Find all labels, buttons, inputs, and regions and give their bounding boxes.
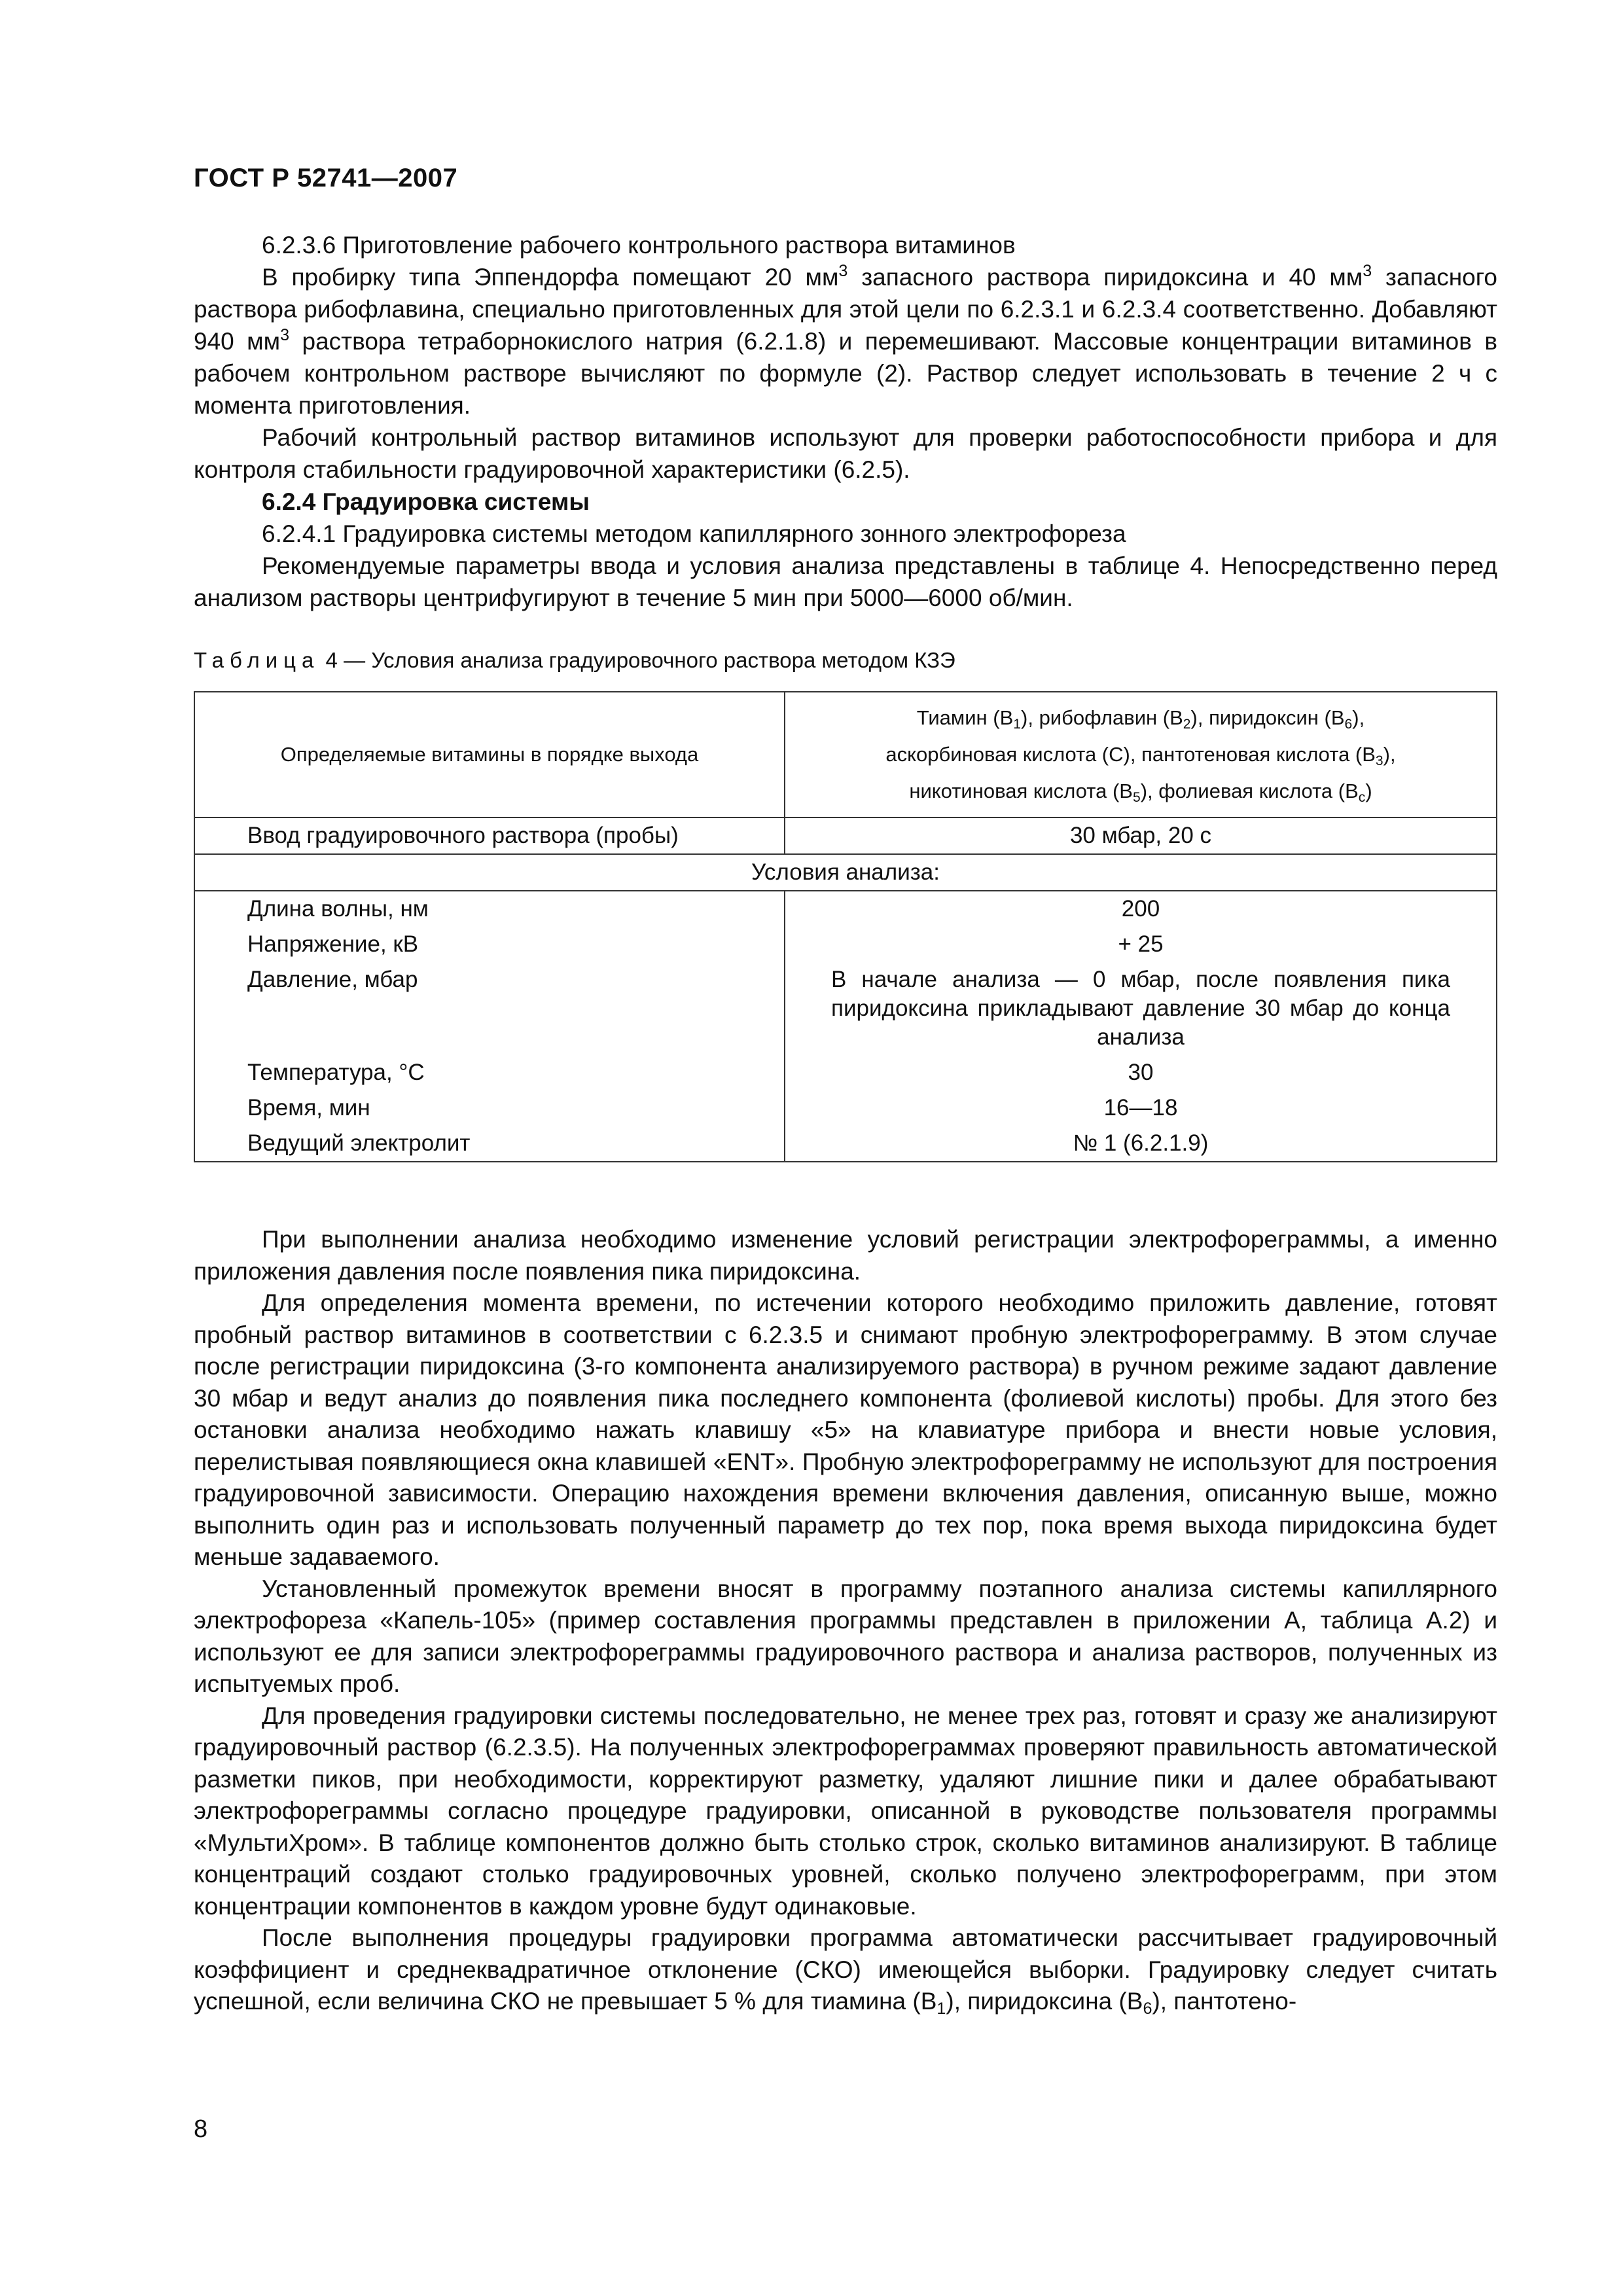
paragraph-calibration-procedure: Для проведения градуировки системы последовательно, не менее трех раз, готовят и сразу же анализируют градуировочный раствор (6.2.3.5). На полученных электрофореграммах проверяют правильность автоматической разметки пиков, при необходимости, корректируют разметку, удаляют лишние пики и далее обрабатывают электрофореграммы согласно процедуре градуировки, описанной в руководстве пользователя программы «МультиХром». В таблице компонентов должно быть столько строк, сколько витаминов анализируют. В таблице концентраций создают столько градуировочных уровней, сколько получено электрофореграмм, при этом концентрации компонентов в каждом уровне будут одинаковые.: [194, 1702, 1497, 1920]
paragraph-time-determination: Для определения момента времени, по истечении которого необходимо приложить давление, готовят пробный раствор витаминов в соответствии с 6.2.3.5 и снимают пробную электрофореграмму. В этом случае после регистрации пиридоксина (3-го компонента анализируемого раствора) в ручном режиме задают давление 30 мбар и ведут анализ до появления пика последнего компонента (фолиевой кислоты) пробы. Для этого без остановки анализа необходимо нажать клавишу «5» на клавиатуре прибора и внести новые условия, перелистывая появляющиеся окна клавишей «ENT». Пробную электрофореграмму не используют для построения градуировочной зависимости. Операцию нахождения времени включения давления, описанную выше, можно выполнить один раз и использовать полученный параметр до тех пор, пока время выхода пиридоксина будет меньше задаваемого.: [194, 1289, 1497, 1570]
table-caption: Таблица 4 — Условия анализа градуировочного раствора методом КЗЭ: [194, 648, 955, 672]
row-value: + 25: [785, 927, 1497, 962]
header-cell-vitamin-list: Тиамин $(B_1)$, рибофлавин $(B_2)$, пиридоксин $(B_6)$, аскорбиновая кислота (С), пантотеновая кислота $(B_3)$, никотиновая кислота $(B_5)$, фолиевая кислота $(B_c)$: [785, 692, 1497, 817]
top-text-block: [194, 229, 1497, 614]
table-row: [194, 1090, 1497, 1126]
row-value: № 1 (6.2.1.9): [785, 1126, 1497, 1162]
header-cell-vitamins: Определяемые витамины в порядке выхода: [194, 692, 785, 817]
table-header-row: [194, 692, 1497, 817]
table-row: [194, 817, 1497, 854]
row-value: 30: [785, 1055, 1497, 1090]
analysis-conditions-table: [194, 691, 1497, 1162]
clause-6-2-3-6-title: 6.2.3.6 Приготовление рабочего контрольного раствора витаминов: [262, 232, 1016, 259]
row-label: Давление, мбар: [194, 962, 785, 1055]
row-label: Напряжение, кВ: [194, 927, 785, 962]
paragraph-calibration-result: После выполнения процедуры градуировки программа автоматически рассчитывает градуировочный коэффициент и среднеквадратичное отклонение (СКО) имеющейся выборки. Градуировку следует считать успешной, если величина СКО не превышает 5 % для тиамина $(B_1)$, пиридоксина $(B_6)$, пантотено-: [194, 1924, 1497, 2018]
clause-6-2-4-1-title: 6.2.4.1 Градуировка системы методом капиллярного зонного электрофореза: [262, 520, 1126, 547]
row-label: Ведущий электролит: [194, 1126, 785, 1162]
table-row: [194, 1055, 1497, 1090]
row-value: В начале анализа — 0 мбар, после появления пика пиридоксина прикладывают давление 30 мбар до конца анализа: [785, 962, 1497, 1055]
table-span-row: [194, 854, 1497, 891]
row-label: Ввод градуировочного раствора (пробы): [194, 817, 785, 854]
paragraph-parameters: Рекомендуемые параметры ввода и условия анализа представлены в таблице 4. Непосредственно перед анализом растворы центрифугируют в течение 5 мин при 5000—6000 об/мин.: [194, 552, 1497, 611]
paragraph-pressure-change: При выполнении анализа необходимо изменение условий регистрации электрофореграммы, а именно приложения давления после появления пика пиридоксина.: [194, 1226, 1497, 1285]
page-number: 8: [194, 2115, 208, 2143]
table-row: [194, 1126, 1497, 1162]
paragraph-preparation: В пробирку типа Эппендорфа помещают 20 $мм^3$ запасного раствора пиридоксина и 40 $мм^3$ запасного раствора рибофлавина, специально приготовленных для этой цели по 6.2.3.1 и 6.2.3.4 соответственно. Добавляют 940 $мм^3$ раствора тетраборнокислого натрия (6.2.1.8) и перемешивают. Массовые концентрации витаминов в рабочем контрольном растворе вычисляют по формуле (2). Раствор следует использовать в течение 2 ч с момента приготовления.: [194, 262, 1498, 419]
row-value: 16—18: [785, 1090, 1497, 1126]
row-label: Время, мин: [194, 1090, 785, 1126]
row-value: 30 мбар, 20 с: [785, 817, 1497, 854]
table-row: [194, 927, 1497, 962]
table-row: [194, 891, 1497, 927]
table-row: [194, 962, 1497, 1055]
row-label: Температура, °С: [194, 1055, 785, 1090]
row-value: 200: [785, 891, 1497, 927]
row-label: Длина волны, нм: [194, 891, 785, 927]
paragraph-usage: Рабочий контрольный раствор витаминов используют для проверки работоспособности прибора и для контроля стабильности градуировочной характеристики (6.2.5).: [194, 424, 1497, 483]
standard-code-header: ГОСТ Р 52741—2007: [194, 164, 458, 192]
paragraph-program-entry: Установленный промежуток времени вносят в программу поэтапного анализа системы капиллярного электрофореза «Капель-105» (пример составления программы представлен в приложении А, таблица А.2) и используют ее для записи электрофореграммы градуировочного раствора и анализа растворов, полученных из испытуемых проб.: [194, 1575, 1497, 1697]
bottom-text-block: [194, 1224, 1497, 2018]
conditions-subheading: Условия анализа:: [194, 854, 1497, 891]
section-heading-6-2-4: 6.2.4 Градуировка системы: [262, 488, 590, 515]
